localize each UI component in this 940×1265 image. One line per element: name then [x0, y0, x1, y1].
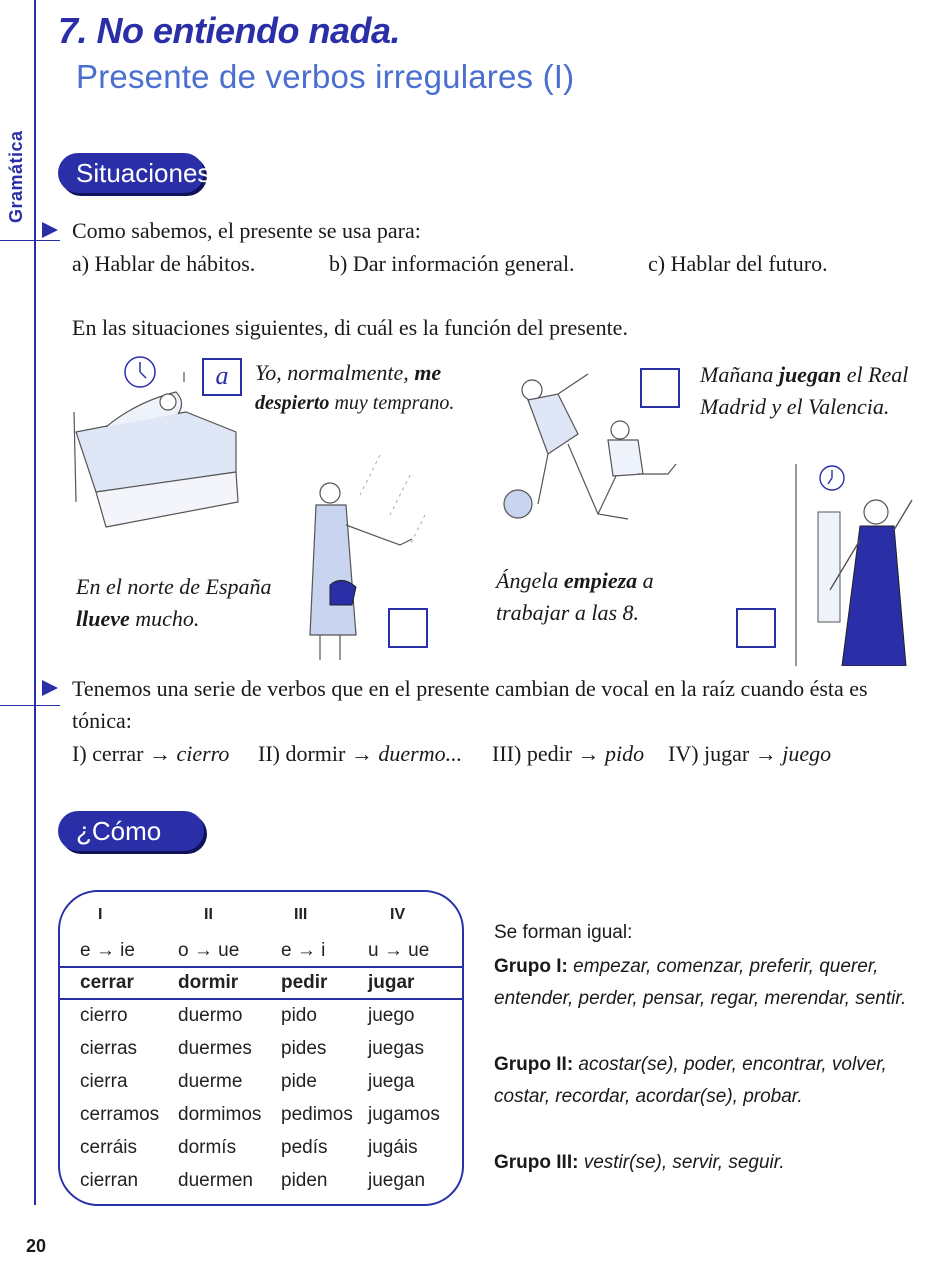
margin-rule	[34, 0, 36, 1205]
table-rule	[60, 966, 462, 968]
table-cell: jugáis	[368, 1137, 418, 1158]
verbs-intro-line-2: tónica:	[72, 708, 132, 733]
grupo-2-line-2: costar, recordar, acordar(se), probar.	[494, 1086, 803, 1107]
vowel-change-2: o → ue	[178, 940, 240, 961]
table-rule	[60, 998, 462, 1000]
table-cell: jugamos	[368, 1104, 440, 1125]
situation-3-line-1: En el norte de España	[76, 574, 272, 599]
table-cell: pedimos	[281, 1104, 353, 1125]
table-cell: dormimos	[178, 1104, 262, 1125]
answer-box-situation-4[interactable]	[736, 608, 776, 648]
situation-1-line-1: Yo, normalmente, me	[255, 360, 442, 385]
grupo-3-line-1: Grupo III: vestir(se), servir, seguir.	[494, 1152, 785, 1173]
bullet-arrow-icon	[42, 222, 58, 238]
margin-tick	[0, 705, 60, 706]
se-forman-igual: Se forman igual:	[494, 922, 633, 943]
option-b: b) Dar información general.	[329, 251, 575, 276]
table-cell: cierra	[80, 1071, 128, 1092]
table-cell: juego	[368, 1005, 415, 1026]
grupo-2-line-1: Grupo II: acostar(se), poder, encontrar, volver,	[494, 1054, 887, 1075]
table-cell: cierran	[80, 1170, 139, 1191]
infinitive-4: jugar	[368, 972, 415, 993]
page-title: 7. No entiendo nada.	[58, 10, 401, 51]
vowel-change-4: u → ue	[368, 940, 430, 961]
option-a: a) Hablar de hábitos.	[72, 251, 256, 276]
page-subtitle: Presente de verbos irregulares (I)	[76, 58, 575, 95]
situation-2-line-1: Mañana juegan el Real	[700, 362, 909, 387]
table-cell: cierras	[80, 1038, 138, 1059]
table-cell: juega	[368, 1071, 415, 1092]
table-cell: juegan	[368, 1170, 426, 1191]
situation-4-line-1: Ángela empieza a	[496, 568, 654, 593]
verb-example-2: II) dormir → duermo...	[258, 741, 463, 766]
group-header-2: II	[204, 906, 213, 923]
answer-box-example[interactable]: a	[202, 358, 242, 396]
table-cell: cerráis	[80, 1137, 138, 1158]
vowel-change-3: e → i	[281, 940, 326, 961]
margin-tick	[0, 240, 60, 241]
table-cell: cerramos	[80, 1104, 160, 1125]
infinitive-1: cerrar	[80, 972, 134, 993]
group-header-3: III	[294, 906, 308, 923]
bullet-arrow-icon	[42, 680, 58, 696]
table-cell: duerme	[178, 1071, 243, 1092]
section-side-label: Gramática	[6, 130, 26, 223]
situaciones-heading: Situaciones	[58, 153, 204, 193]
answer-box-situation-2[interactable]	[640, 368, 680, 408]
woman-leaving-illustration	[790, 460, 920, 666]
infinitive-2: dormir	[178, 972, 239, 993]
situations-instruction: En las situaciones siguientes, di cuál es la función del presente.	[72, 315, 628, 340]
table-cell: pide	[281, 1071, 317, 1092]
grupo-1-line-1: Grupo I: empezar, comenzar, preferir, querer,	[494, 956, 879, 977]
page-number: 20	[26, 1236, 47, 1256]
table-cell: duermen	[178, 1170, 253, 1191]
uses-intro: Como sabemos, el presente se usa para:	[72, 218, 421, 243]
group-header-4: IV	[390, 906, 406, 923]
table-cell: cierro	[80, 1005, 128, 1026]
infinitive-3: pedir	[281, 972, 328, 993]
table-cell: pido	[281, 1005, 317, 1026]
verb-example-3: III) pedir → pido	[492, 741, 645, 766]
verbs-intro-line-1: Tenemos una serie de verbos que en el presente cambian de vocal en la raíz cuando ésta es	[72, 676, 868, 701]
table-cell: pedís	[281, 1137, 328, 1158]
situation-1-line-2: despierto muy temprano.	[255, 392, 455, 414]
verb-example-4: IV) jugar → juego	[668, 741, 832, 766]
situation-4-line-2: trabajar a las 8.	[496, 600, 640, 625]
como-es-heading: ¿Cómo es?	[58, 811, 204, 851]
vowel-change-1: e → ie	[80, 940, 135, 961]
answer-box-situation-3[interactable]	[388, 608, 428, 648]
table-cell: juegas	[368, 1038, 424, 1059]
table-cell: duermo	[178, 1005, 243, 1026]
table-cell: pides	[281, 1038, 327, 1059]
option-c: c) Hablar del futuro.	[648, 251, 828, 276]
table-cell: piden	[281, 1170, 328, 1191]
situation-3-line-2: llueve mucho.	[76, 606, 200, 631]
table-cell: duermes	[178, 1038, 252, 1059]
situation-2-line-2: Madrid y el Valencia.	[700, 394, 890, 419]
group-header-1: I	[98, 906, 103, 923]
table-cell: dormís	[178, 1137, 237, 1158]
verb-example-1: I) cerrar → cierro	[72, 741, 230, 766]
grupo-1-line-2: entender, perder, pensar, regar, merendar, sentir.	[494, 988, 907, 1009]
